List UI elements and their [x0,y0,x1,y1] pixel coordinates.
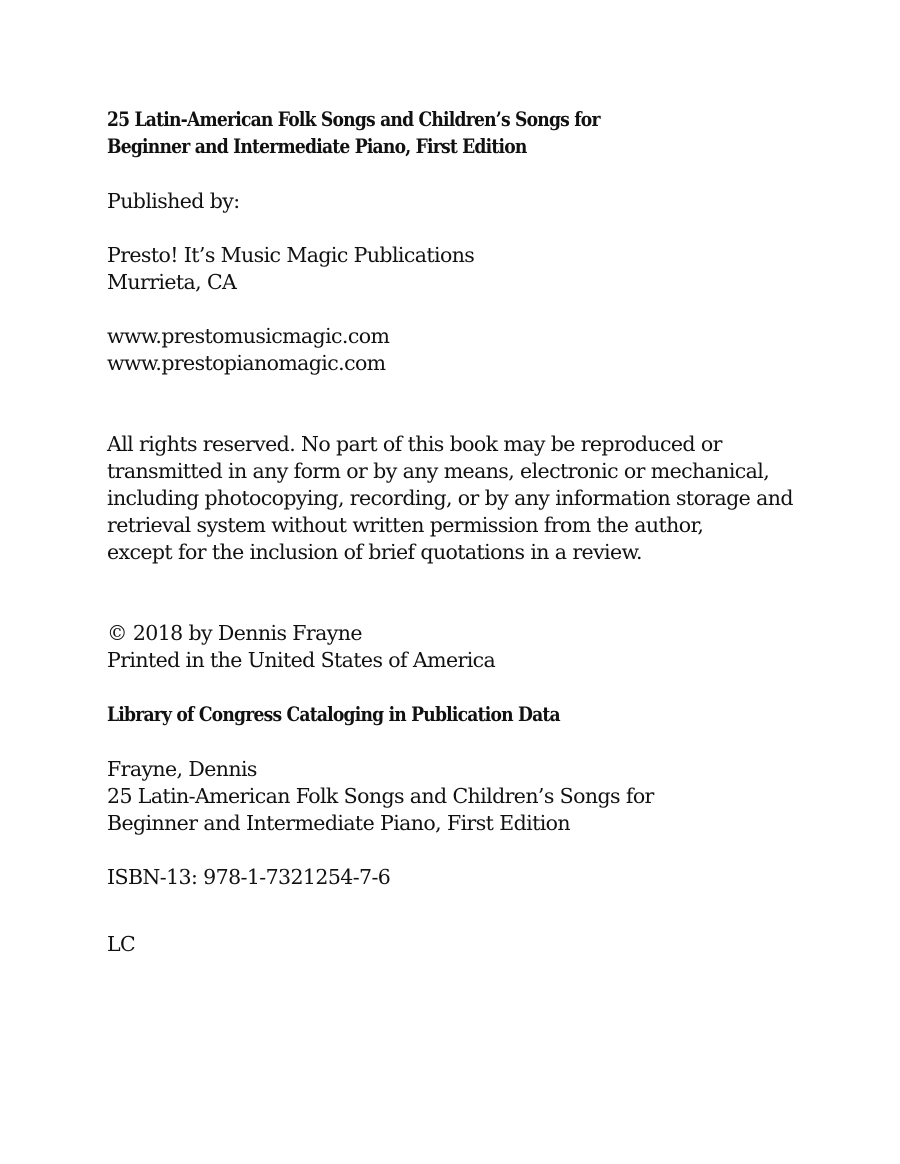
catalog-title-line-1: 25 Latin-American Folk Songs and Children’s Songs for [107,784,654,808]
book-title-line-1: 25 Latin-American Folk Songs and Children’s Songs for [107,108,600,131]
website-link-2[interactable]: www.prestopianomagic.com [107,351,386,375]
printed-in: Printed in the United States of America [107,648,496,672]
rights-line-1: All rights reserved. No part of this book may be reproduced or [107,432,722,456]
published-by-label: Published by: [107,189,240,213]
rights-line-5: except for the inclusion of brief quotations in a review. [107,540,642,564]
publisher-name: Presto! It’s Music Magic Publications [107,243,475,267]
publisher-location: Murrieta, CA [107,270,237,294]
website-link-1[interactable]: www.prestomusicmagic.com [107,324,390,348]
isbn: ISBN-13: 978-1-7321254-7-6 [107,865,391,889]
catalog-author: Frayne, Dennis [107,757,257,781]
catalog-title-line-2: Beginner and Intermediate Piano, First Edition [107,811,571,835]
rights-line-3: including photocopying, recording, or by any information storage and [107,486,793,510]
book-title-line-2: Beginner and Intermediate Piano, First Edition [107,135,527,158]
copyright-notice: © 2018 by Dennis Frayne [107,621,362,645]
cataloging-heading: Library of Congress Cataloging in Publication Data [107,703,560,726]
rights-line-4: retrieval system without written permission from the author, [107,513,704,537]
rights-line-2: transmitted in any form or by any means, electronic or mechanical, [107,459,770,483]
lc-number: LC [107,932,136,956]
